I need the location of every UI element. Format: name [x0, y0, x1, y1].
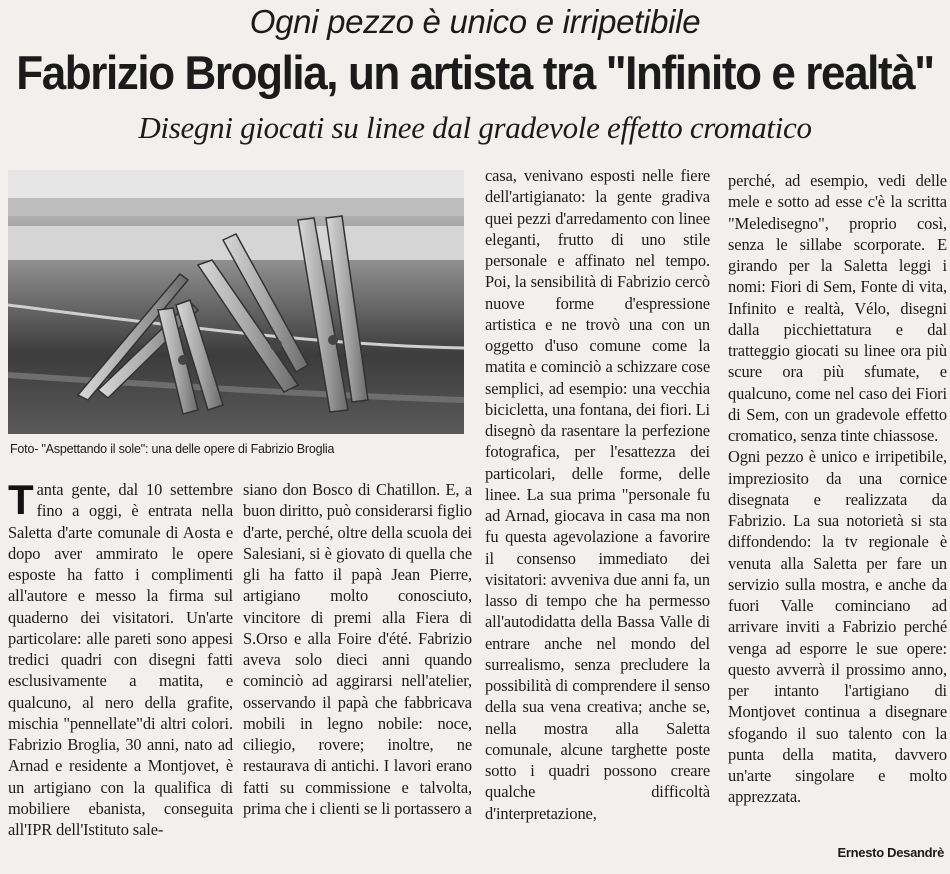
column-1-text: anta gente, dal 10 settembre fino a oggi, è entrata nella Saletta d'arte comunale di Aosta e dopo aver ammirato le opere esposte ha fatto i complimenti all'autore e messo la firma sul quaderno dei visitatori. Un'arte particolare: alle pareti sono appesi tredici quadri con disegni fatti esclusivamente a matita, e qualcuno, al nero della grafite, mischia "pennellate"di altri colori. Fabrizio Broglia, 30 anni, nato ad Arnad e residente a Montjovet, è un artigiano con la qualifica di mobiliere ebanista, conseguita all'IPR dell'Istituto sale-	[8, 480, 233, 839]
article-column-2	[243, 479, 472, 819]
artwork-photo	[8, 170, 464, 434]
photo-caption: Foto- "Aspettando il sole": una delle opere di Fabrizio Broglia	[10, 442, 335, 456]
article-headline: Fabrizio Broglia, un artista tra "Infinito e realtà"	[16, 47, 934, 100]
column-4-paragraph-1: perché, ad esempio, vedi delle mele e sotto ad esse c'è la scritta "Meledisegno", proprio così, senza le sillabe scorporate. E girando per la Saletta leggi i nomi: Fiori di Sem, Fonte di vita, Infinito e realtà, Vélo, disegni dalla picchiettatura e dal tratteggio giocati su linee ora più scure ora più sfumate, e qualcuno, come nel caso dei Fiori di Sem, con un gradevole effetto cromatico, senza tinte chiassose.	[728, 171, 947, 445]
author-signature: Ernesto Desandrè	[837, 845, 944, 860]
article-column-1	[8, 476, 233, 840]
drop-cap: T	[8, 476, 34, 523]
column-2-text: siano don Bosco di Chatillon. E, a buon diritto, può considerarsi figlio d'arte, perché, oltre della scuola dei Salesiani, si è giovato di quella che gli ha fatto il papà Jean Pierre, artigiano molto conosciuto, vincitore di premi alla Fiera di S.Orso e alla Foire d'été. Fabrizio aveva solo dieci anni quando cominciò ad aggirarsi nell'atelier, osservando il papà che fabbricava mobili in legno nobile: noce, ciliegio, rovere; inoltre, ne restaurava di antichi. I lavori erano fatti su commissione e talvolta, prima che i clienti se li portassero a	[243, 480, 472, 818]
column-4-paragraph-2: Ogni pezzo è unico e irripetibile, impreziosito da una cornice disegnata e realizzata da Fabrizio. La sua notorietà si sta diffondendo: la tv regionale è venuta alla Saletta per fare un servizio sulla mostra, e anche da fuori Valle cominciano ad arrivare inviti a Fabrizio perché venga ad esporre le sue opere: questo avverrà il prossimo anno, per intanto l'artigiano di Montjovet continua a disegnare sfogando il suo talento con la punta della matita, davvero un'arte singolare e molto apprezzata.	[728, 447, 947, 807]
clothespins-drawing-image	[8, 170, 464, 434]
article-column-3	[485, 165, 710, 824]
column-3-text: casa, venivano esposti nelle fiere dell'artigianato: la gente gradiva quei pezzi d'arredamento con linee eleganti, frutto di uno stile personale e affinato nel tempo. Poi, la sensibilità di Fabrizio cercò nuove forme d'espressione artistica e ne trovò una con un oggetto d'uso comune come la matita e cominciò a schizzare cose semplici, ad esempio: una vecchia bicicletta, una fontana, dei fiori. Li disegnò da rasentare la perfezione fotografica, per l'esattezza dei particolari, delle forme, delle linee. La sua prima "personale fu ad Arnad, giocava in casa ma non fu questa agevolazione a favorire il consenso immediato dei visitatori: avveniva due anni fa, un lasso di tempo che ha permesso all'autodidatta della Bassa Valle di entrare anche nel mondo del surrealismo, senza precludere la possibilità di comprendere il senso della sua vena creativa; anche se, nella mostra alla Saletta comunale, alcune targhette poste sotto i quadri possono creare qualche difficoltà d'interpretazione,	[485, 166, 710, 823]
article-subheadline: Disegni giocati su linee dal gradevole effetto cromatico	[138, 110, 812, 145]
article-column-4	[728, 170, 947, 808]
article-kicker: Ogni pezzo è unico e irripetibile	[249, 3, 701, 40]
